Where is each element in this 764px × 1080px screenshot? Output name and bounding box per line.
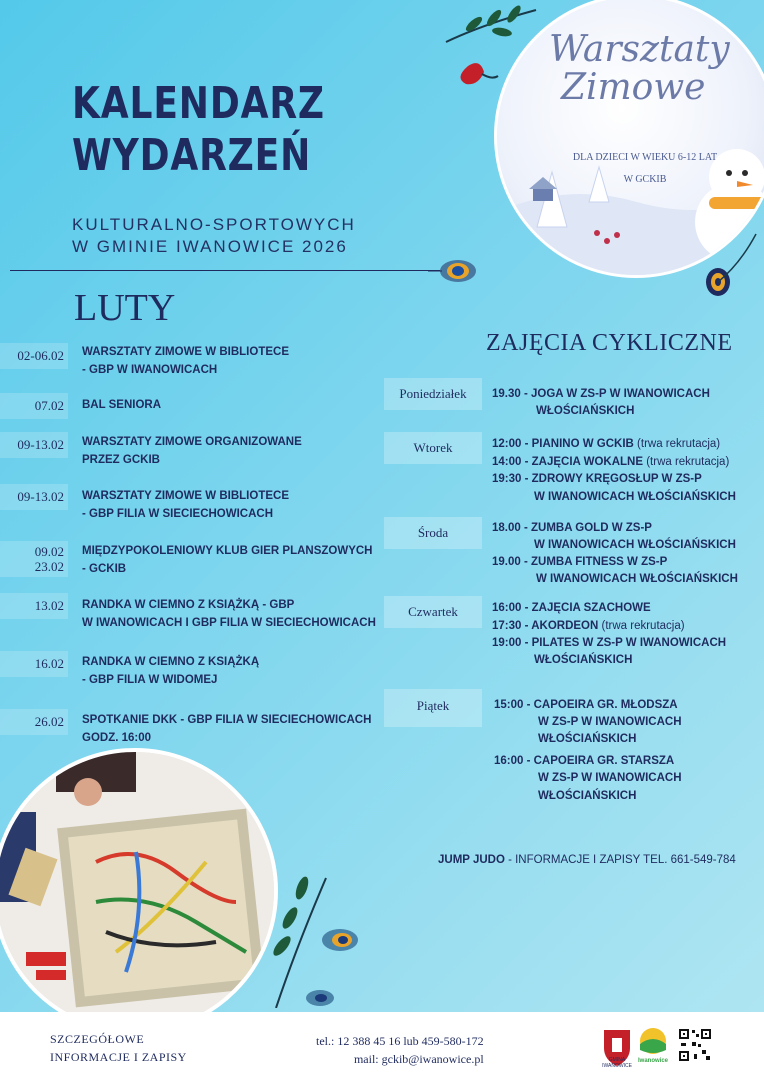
activity-line: 15:00 - CAPOEIRA GR. MŁODSZA <box>494 699 678 711</box>
month-heading: LUTY <box>74 287 176 329</box>
title-line-2: WYDARZEŃ <box>72 130 312 181</box>
event-line-2: - GCKIB <box>82 563 127 575</box>
board-game-photo <box>0 748 278 1034</box>
promo-desc-line-2: W GCKIB <box>623 174 667 185</box>
event-date <box>0 541 68 577</box>
footer-details-line-1: SZCZEGÓŁOWE <box>50 1032 145 1046</box>
footer-contact <box>316 1032 484 1068</box>
event-text <box>82 711 371 747</box>
event-date-2: 23.02 <box>34 559 64 574</box>
iwanowice-logo <box>636 1024 670 1058</box>
activity-line: 14:00 - ZAJĘCIA WOKALNE (trwa rekrutacja) <box>492 456 730 468</box>
subtitle-line-1: KULTURALNO-SPORTOWYCH <box>72 215 356 234</box>
promo-title-line-2: Zimowe <box>561 67 706 108</box>
promo-desc-line-1: DLA DZIECI W WIEKU 6-12 LAT <box>572 152 718 163</box>
activity-line: 16:00 - CAPOEIRA GR. STARSZA <box>494 755 675 767</box>
activity-line: 19:00 - PILATES W ZS-P W IWANOWICACH <box>492 637 727 649</box>
red-flower-icon <box>448 56 500 96</box>
leaf-branch-icon <box>444 4 540 44</box>
judo-info: JUMP JUDO - INFORMACJE I ZAPISY TEL. 661-549-784 <box>438 854 736 866</box>
event-line-1: WARSZTATY ZIMOWE W BIBLIOTECE <box>82 490 289 502</box>
event-date: 13.02 <box>0 593 68 619</box>
activity-line: 19:30 - ZDROWY KRĘGOSŁUP W ZS-P <box>492 473 702 485</box>
event-date: 26.02 <box>0 709 68 735</box>
footer-mail: mail: gckib@iwanowice.pl <box>353 1052 484 1066</box>
event-line-1: WARSZTATY ZIMOWE ORGANIZOWANE <box>82 436 302 448</box>
footer-phone: tel.: 12 388 45 16 lub 459-580-172 <box>316 1034 484 1048</box>
activity-line: W ZS-P W IWANOWICACH <box>538 772 682 784</box>
event-text <box>82 653 259 689</box>
peacock-feather-icon <box>266 858 366 1008</box>
promo-description <box>555 147 735 191</box>
event-line-2: PRZEZ GCKIB <box>82 454 160 466</box>
promo-title-line-1: Warsztaty <box>549 29 730 70</box>
event-line-1: WARSZTATY ZIMOWE W BIBLIOTECE <box>82 346 289 358</box>
event-line-2: W IWANOWICACH I GBP FILIA W SIECIECHOWICACH <box>82 617 376 629</box>
event-text <box>82 596 376 632</box>
event-text <box>82 542 373 578</box>
activity-line: W IWANOWICACH WŁOŚCIAŃSKICH <box>534 539 736 551</box>
day-label: Poniedziałek <box>384 378 482 410</box>
subtitle <box>72 214 356 258</box>
activity-line: 17:30 - AKORDEON (trwa rekrutacja) <box>492 620 685 632</box>
promo-title <box>549 31 730 107</box>
activity-line: 12:00 - PIANINO W GCKIB (trwa rekrutacja) <box>492 438 721 450</box>
day-label: Piątek <box>384 689 482 727</box>
activity-line: 16:00 - ZAJĘCIA SZACHOWE <box>492 602 651 614</box>
day-label: Czwartek <box>384 596 482 628</box>
activity-line: W IWANOWICACH WŁOŚCIAŃSKICH <box>536 573 738 585</box>
gmina-logo-label: GMINA IWANOWICE <box>602 1057 632 1069</box>
activity-line: 19.30 - JOGA W ZS-P W IWANOWICACH <box>492 388 710 400</box>
footer-details <box>50 1030 187 1066</box>
event-line-1: RANDKA W CIEMNO Z KSIĄŻKĄ <box>82 656 260 668</box>
footer-details-line-2: INFORMACJE I ZAPISY <box>50 1050 187 1064</box>
activity-line: W IWANOWICACH WŁOŚCIAŃSKICH <box>534 491 736 503</box>
page-title <box>72 78 325 182</box>
event-line-2: - GBP FILIA W WIDOMEJ <box>82 674 218 686</box>
peacock-feather-icon <box>700 224 760 304</box>
event-line-2: GODZ. 16:00 <box>82 732 152 744</box>
activity-line: 18.00 - ZUMBA GOLD W ZS-P <box>492 522 652 534</box>
event-line-1: MIĘDZYPOKOLENIOWY KLUB GIER PLANSZOWYCH <box>82 545 373 557</box>
day-label: Wtorek <box>384 432 482 464</box>
event-line-2: - GBP FILIA W SIECIECHOWICACH <box>82 508 274 520</box>
activity-line: 19.00 - ZUMBA FITNESS W ZS-P <box>492 556 668 568</box>
cyclic-heading: ZAJĘCIA CYKLICZNE <box>486 330 733 356</box>
event-line-1: SPOTKANIE DKK - GBP FILIA W SIECIECHOWICACH <box>82 714 372 726</box>
iwanowice-logo-label: Iwanowice <box>637 1058 668 1064</box>
title-line-1: KALENDARZ <box>72 78 325 129</box>
activity-line: WŁOŚCIAŃSKICH <box>534 654 633 666</box>
activity-line: WŁOŚCIAŃSKICH <box>536 405 635 417</box>
event-text <box>82 433 302 469</box>
activity-line: W ZS-P W IWANOWICACH <box>538 716 682 728</box>
event-text <box>82 343 289 379</box>
event-line-2: - GBP W IWANOWICACH <box>82 364 218 376</box>
event-date: 07.02 <box>0 393 68 419</box>
day-label: Środa <box>384 517 482 549</box>
event-date: 02-06.02 <box>0 343 68 369</box>
event-text <box>82 487 289 523</box>
qr-code-icon <box>678 1028 712 1062</box>
board-game-icon <box>0 752 274 1030</box>
subtitle-line-2: W GMINIE IWANOWICE 2026 <box>72 237 348 256</box>
event-text <box>82 396 161 414</box>
event-date: 16.02 <box>0 651 68 677</box>
event-date: 09-13.02 <box>0 432 68 458</box>
peacock-feather-icon <box>428 256 478 286</box>
activity-line: WŁOŚCIAŃSKICH <box>538 733 637 745</box>
divider <box>10 270 440 271</box>
event-date: 09-13.02 <box>0 484 68 510</box>
event-date-1: 09.02 <box>34 544 64 559</box>
activity-line: WŁOŚCIAŃSKICH <box>538 790 637 802</box>
event-line-1: RANDKA W CIEMNO Z KSIĄŻKĄ - GBP <box>82 599 295 611</box>
event-line-1: BAL SENIORA <box>82 399 162 411</box>
